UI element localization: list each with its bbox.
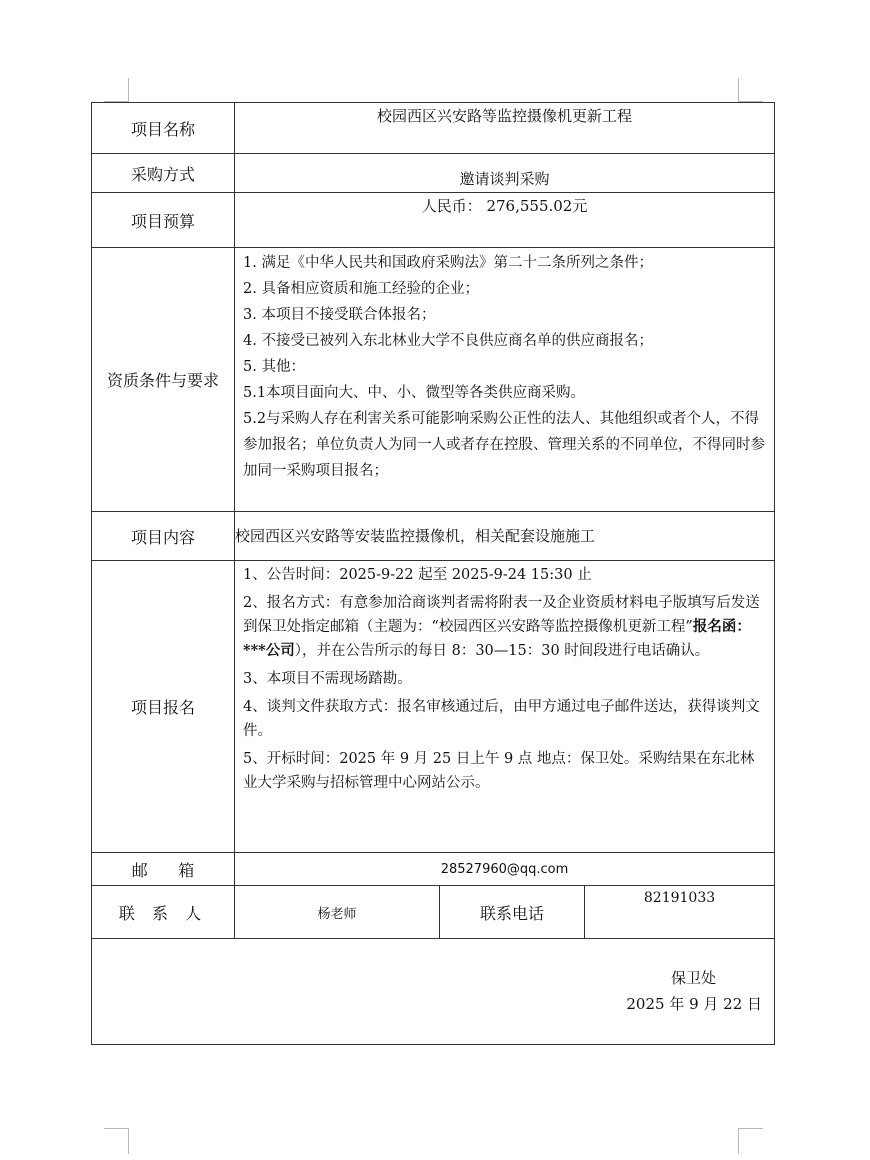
qualifications-label: 资质条件与要求 [92,248,235,512]
email-value: 28527960@qq.com [235,853,775,886]
phone-label: 联系电话 [440,886,585,939]
list-item: 1. 满足《中华人民共和国政府采购法》第二十二条所列之条件； [243,255,653,271]
list-item: 5、开标时间：2025 年 9 月 25 日上午 9 点 地点：保卫处。采购结果在东北林业大学采购与招标管理中心网站公示。 [243,751,755,791]
table-row [92,154,775,193]
crop-mark [128,1128,129,1154]
table-row [92,512,775,561]
project-name-label: 项目名称 [92,103,235,154]
signature-org: 保卫处 [671,969,717,987]
registration-cell [235,561,775,853]
procurement-method-label: 采购方式 [92,154,235,193]
crop-mark [104,1128,128,1129]
email-label: 邮 箱 [92,853,235,886]
table-row [92,248,775,512]
list-item: 5.1本项目面向大、中、小、微型等各类供应商采购。 [243,385,586,401]
table-row [92,193,775,248]
crop-mark [739,1128,763,1129]
content-label: 项目内容 [92,512,235,561]
procurement-method-value: 邀请谈判采购 [235,154,775,193]
phone-value: 82191033 [585,886,775,939]
list-item: 4. 不接受已被列入东北林业大学不良供应商名单的供应商报名； [243,333,653,349]
project-name-value: 校园西区兴安路等监控摄像机更新工程 [235,103,775,154]
list-item: 4、谈判文件获取方式：报名审核通过后，由甲方通过电子邮件送达，获得谈判文件。 [243,699,760,739]
table-row [92,939,775,1045]
list-item: 5.2与采购人存在利害关系可能影响采购公正性的法人、其他组织或者个人，不得参加报名；单位负责人为同一人或者存在控股、管理关系的不同单位，不得同时参加同一采购项目报名； [243,411,765,479]
budget-label: 项目预算 [92,193,235,248]
signature-cell [92,939,775,1045]
qualifications-cell [235,248,775,512]
registration-label: 项目报名 [92,561,235,853]
list-item: 3. 本项目不接受联合体报名； [243,307,436,323]
table-row [92,561,775,853]
registration-list [235,561,774,795]
registration-subject-bold: 报名函：***公司 [243,618,751,659]
announcement-table [91,102,775,1045]
crop-mark [738,1128,739,1154]
list-item: 3、本项目不需现场踏勘。 [243,671,412,687]
contact-label: 联 系 人 [92,886,235,939]
signature-date: 2025 年 9 月 22 日 [626,995,763,1013]
qualifications-list [235,248,774,484]
budget-value: 人民币： 276,555.02元 [235,193,775,248]
contact-value: 杨老师 [235,886,440,939]
list-item: 2. 具备相应资质和施工经验的企业； [243,281,479,297]
crop-mark [128,78,129,102]
list-item [243,591,766,663]
crop-mark [738,78,739,102]
table-row [92,103,775,154]
table-row [92,853,775,886]
list-item: 5. 其他： [243,359,305,375]
list-item: 1、公告时间：2025-9-22 起至 2025-9-24 15:30 止 [243,567,592,583]
table-row [92,886,775,939]
content-value: 校园西区兴安路等安装监控摄像机，相关配套设施施工 [235,512,775,561]
registration-method-text: 2、报名方式：有意参加洽商谈判者需将附表一及企业资质材料电子版填写后发送到保卫处指定邮箱（主题为：“校园西区兴安路等监控摄像机更新工程” [243,595,760,635]
registration-confirm-text: ），并在公告所示的每日 8：30—15：30 时间段进行电话确认。 [294,643,710,659]
